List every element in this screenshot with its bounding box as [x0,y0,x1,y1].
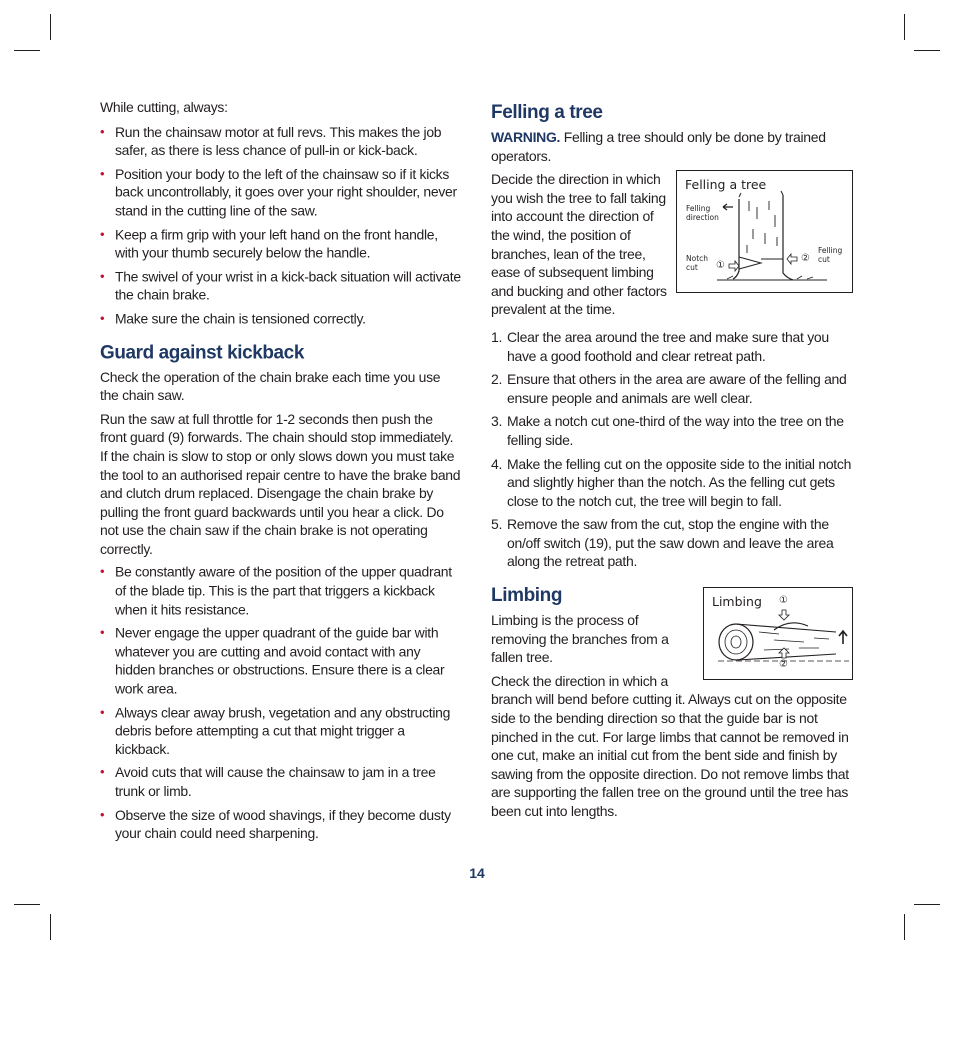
crop-mark [904,914,905,940]
kickback-heading: Guard against kickback [100,341,304,363]
list-item: • Never engage the upper quadrant of the guide bar with whatever you are cutting and avoid contact with any hidden branches or obstructions. Ensure there is a clear work area. [100,624,445,697]
felling-diagram-title: Felling a tree [685,177,767,193]
cutting-bullet-list [100,123,461,328]
marker-2: ② [779,659,788,671]
bullet-icon: • [100,226,105,242]
crop-mark [914,50,940,51]
crop-mark [914,904,940,905]
limbing-paragraph-2: Check the direction in which a branch will bend before cutting it. Always cut on the opposite side to the bending direction so that the guide bar is not pinched in the cut. For large limbs that cannot be removed in one cut, make an initial cut from the bent side and finish by sawing from the opposite direction. Do not remove limbs that are supporting the fallen tree on the ground until the tree has been cut into lengths. [491,672,849,819]
felling-diagram [676,170,853,293]
felling-steps [491,328,853,571]
bullet-icon: • [100,123,105,139]
list-item: 5. Remove the saw from the cut, stop the engine with the on/off switch (19), put the saw down and leave the area along the retreat path. [491,516,834,570]
bullet-icon: • [100,764,105,780]
felling-cut-label: Felling cut [818,246,843,265]
felling-heading: Felling a tree [491,102,603,123]
marker-2: ② [801,253,810,265]
marker-1: ① [716,260,725,272]
list-item: 2. Ensure that others in the area are aware of the felling and ensure people and animals are well clear. [491,371,847,406]
warning-label: WARNING. [491,129,561,145]
warning-text: Felling a tree should only be done by trained operators. [491,129,826,164]
right-column [491,102,853,826]
list-item: • Avoid cuts that will cause the chainsaw to jam in a tree trunk or limb. [100,764,436,800]
list-item: • Make sure the chain is tensioned correctly. [100,310,366,327]
limbing-paragraph-1: Limbing is the process of removing the branches from a fallen tree. [491,612,669,666]
marker-1: ① [779,595,788,607]
list-item: • Keep a firm grip with your left hand on the front handle, with your thumb securely below the handle. [100,226,438,261]
list-item: 1. Clear the area around the tree and make sure that you have a good foothold and clear retreat path. [491,328,829,364]
crop-mark [904,14,905,40]
list-item: • Position your body to the left of the chainsaw so if it kicks back uncontrollably, it goes over your right shoulder, never stand in the cutting line of the saw. [100,165,457,219]
limbing-heading: Limbing [491,585,563,607]
left-column [100,98,461,848]
bullet-icon: • [100,806,105,822]
list-item: • Always clear away brush, vegetation and any obstructing debris before attempting a cut that might trigger a kickback. [100,703,451,758]
cutting-intro: While cutting, always: [100,98,228,115]
list-item: 4. Make the felling cut on the opposite side to the initial notch and slightly higher than the notch. As the felling cut gets close to the notch cut, the tree will begin to fall. [491,455,852,509]
bullet-icon: • [100,165,105,181]
list-item: • Run the chainsaw motor at full revs. This makes the job safer, as there is less chance of pull-in or kick-back. [100,123,442,159]
felling-warning [491,128,853,165]
list-item: • Be constantly aware of the position of the upper quadrant of the blade tip. This is the part that triggers a kickback when it hits resistance. [100,564,452,618]
bullet-icon: • [100,268,105,284]
crop-mark [50,914,51,940]
bullet-icon: • [100,564,105,580]
list-item: • The swivel of your wrist in a kick-back situation will activate the chain brake. [100,268,461,303]
bullet-icon: • [100,310,105,326]
felling-intro: Decide the direction in which you wish the tree to fall taking into account the direction of the wind, the position of branches, lean of the tree, ease of subsequent limbing and bucking and other factors prevalent at the time. [491,171,667,318]
list-item: • Observe the size of wood shavings, if they become dusty your chain could need sharpening. [100,806,451,842]
bullet-icon: • [100,703,105,719]
kickback-bullet-list [100,563,461,843]
crop-mark [50,14,51,40]
crop-mark [14,50,40,51]
list-item: 3. Make a notch cut one-third of the way into the tree on the felling side. [491,413,844,448]
felling-direction-label: Felling direction [686,204,719,223]
limbing-diagram [703,587,853,680]
kickback-paragraph-1: Check the operation of the chain brake each time you use the chain saw. [100,368,441,404]
notch-cut-label: Notch cut [686,254,709,273]
bullet-icon: • [100,624,105,640]
page-number: 14 [469,865,485,881]
crop-mark [14,904,40,905]
kickback-paragraph-2: Run the saw at full throttle for 1-2 seconds then push the front guard (9) forwards. The chain should stop immediately. If the chain is slow to stop or only slows down you must take the tool to an authorised repair centre to have the brake band and clutch drum replaced. Disengage the chain brake by pulling the front guard backwards until you hear a click. Do not use the chain saw if the chain brake is not operating correctly. [100,410,461,557]
limbing-diagram-title: Limbing [712,594,762,610]
